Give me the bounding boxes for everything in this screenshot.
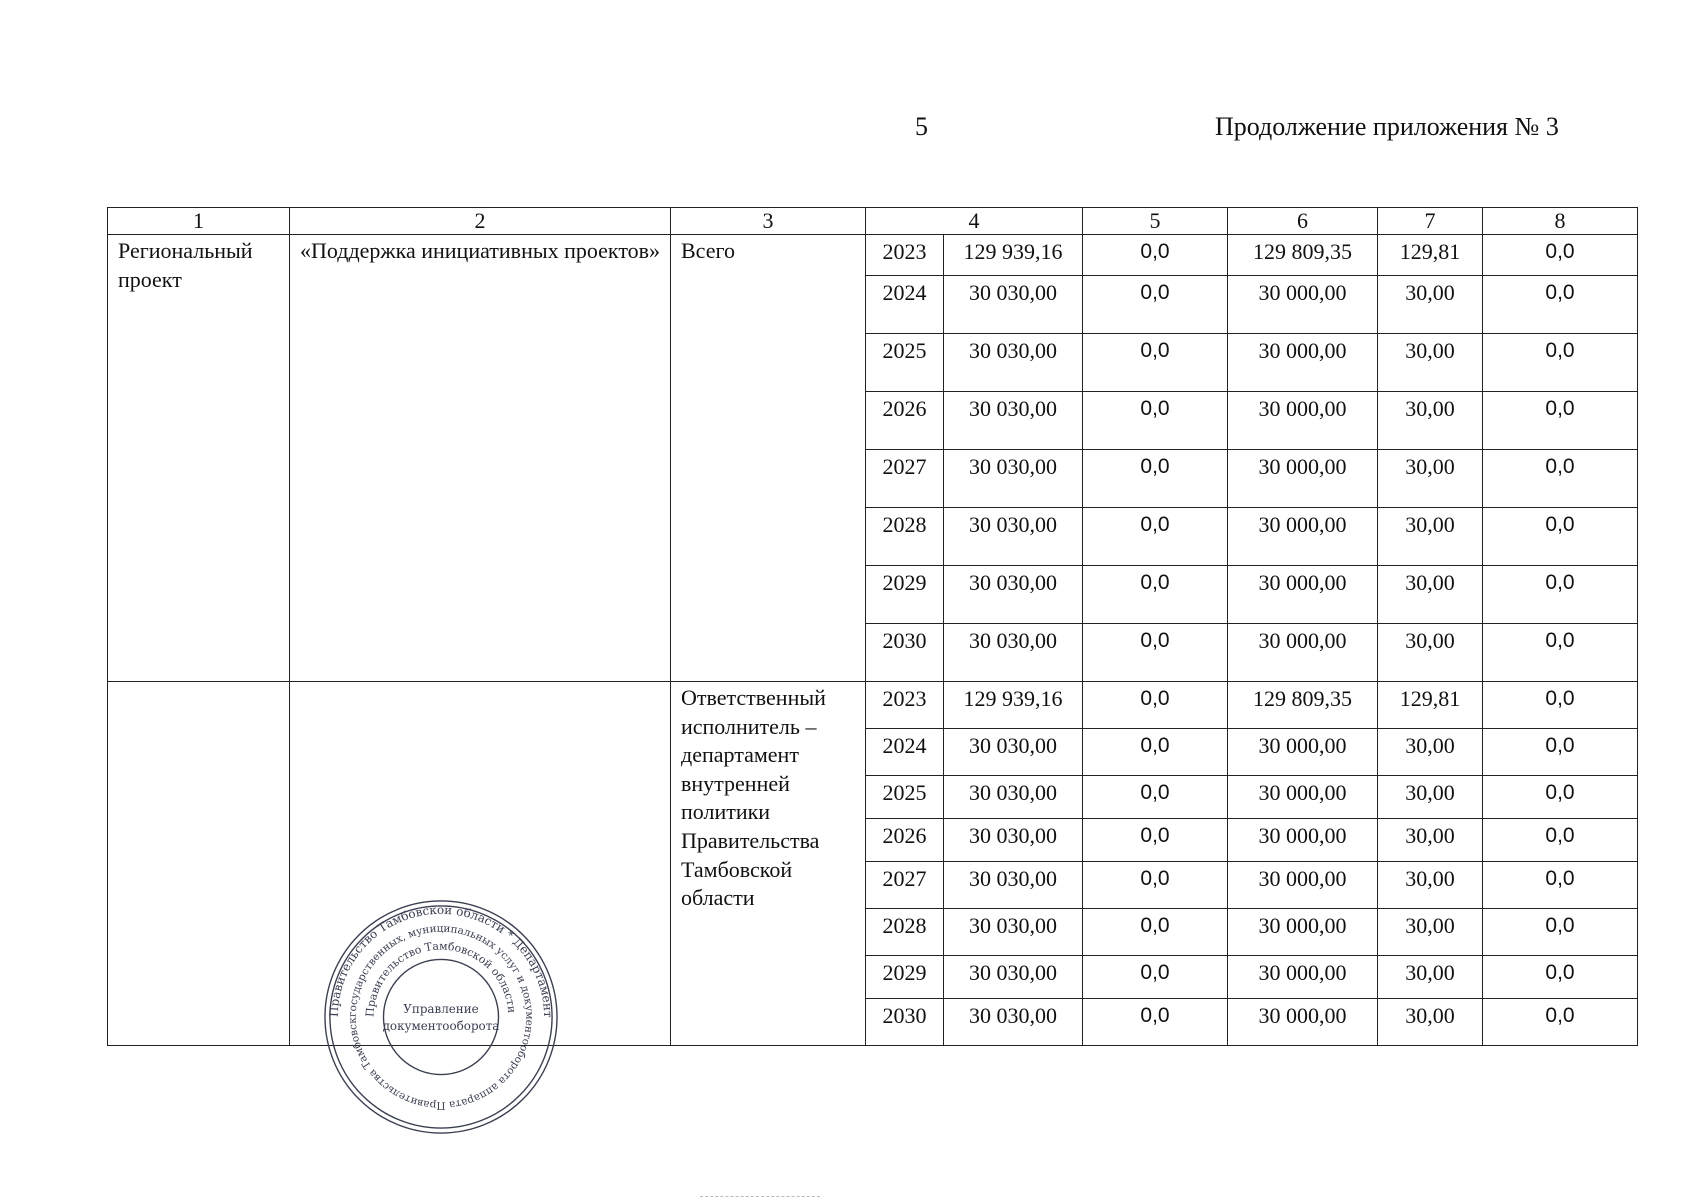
year-cell: 2030 [866,999,944,1046]
year-cell: 2028 [866,508,944,566]
regional-cell: 30 000,00 [1228,392,1378,450]
local-cell: 30,00 [1378,862,1483,909]
other-cell: 0,0 [1483,909,1638,956]
federal-cell: 0,0 [1083,909,1228,956]
total-cell: 30 030,00 [944,624,1083,682]
total-cell: 30 030,00 [944,909,1083,956]
column-number: 7 [1378,208,1483,235]
total-cell: 129 939,16 [944,235,1083,276]
regional-cell: 30 000,00 [1228,956,1378,999]
local-cell: 30,00 [1378,624,1483,682]
other-cell: 0,0 [1483,334,1638,392]
federal-cell: 0,0 [1083,334,1228,392]
column-number: 2 [290,208,671,235]
column-number: 6 [1228,208,1378,235]
stamp-middle-text: государственных, муниципальных услуг и документооборота аппарата Правительства Тамбовск [346,922,536,1112]
local-cell: 30,00 [1378,729,1483,776]
federal-cell: 0,0 [1083,276,1228,334]
local-cell: 30,00 [1378,956,1483,999]
total-cell: 30 030,00 [944,776,1083,819]
federal-cell: 0,0 [1083,956,1228,999]
federal-cell: 0,0 [1083,776,1228,819]
cell-col1 [108,682,290,1046]
regional-cell: 30 000,00 [1228,999,1378,1046]
total-cell: 30 030,00 [944,956,1083,999]
other-cell: 0,0 [1483,392,1638,450]
other-cell: 0,0 [1483,819,1638,862]
federal-cell: 0,0 [1083,862,1228,909]
local-cell: 30,00 [1378,450,1483,508]
other-cell: 0,0 [1483,999,1638,1046]
federal-cell: 0,0 [1083,450,1228,508]
regional-cell: 30 000,00 [1228,862,1378,909]
column-number: 3 [671,208,866,235]
regional-cell: 30 000,00 [1228,729,1378,776]
other-cell: 0,0 [1483,508,1638,566]
year-cell: 2029 [866,956,944,999]
official-stamp [322,898,560,1136]
cell-col2: «Поддержка инициативных проектов» [290,235,671,682]
other-cell: 0,0 [1483,276,1638,334]
local-cell: 30,00 [1378,999,1483,1046]
table-row [108,235,1638,276]
column-number: 8 [1483,208,1638,235]
stamp-outer-text: Правительство Тамбовской области * Департамент [326,902,556,1018]
column-number: 4 [866,208,1083,235]
federal-cell: 0,0 [1083,508,1228,566]
appendix-title: Продолжение приложения № 3 [1215,112,1559,141]
local-cell: 30,00 [1378,819,1483,862]
total-cell: 30 030,00 [944,999,1083,1046]
table-row [108,682,1638,729]
local-cell: 129,81 [1378,235,1483,276]
regional-cell: 30 000,00 [1228,776,1378,819]
regional-cell: 30 000,00 [1228,624,1378,682]
cell-col1: Региональный проект [108,235,290,682]
page-number: 5 [915,112,928,141]
total-cell: 30 030,00 [944,729,1083,776]
scan-mark [700,1196,820,1199]
other-cell: 0,0 [1483,450,1638,508]
year-cell: 2030 [866,624,944,682]
year-cell: 2026 [866,819,944,862]
regional-cell: 30 000,00 [1228,450,1378,508]
regional-cell: 129 809,35 [1228,235,1378,276]
cell-col3: Всего [671,235,866,682]
regional-cell: 30 000,00 [1228,276,1378,334]
other-cell: 0,0 [1483,682,1638,729]
local-cell: 30,00 [1378,566,1483,624]
regional-cell: 30 000,00 [1228,508,1378,566]
column-number: 5 [1083,208,1228,235]
total-cell: 30 030,00 [944,276,1083,334]
column-number-row [108,208,1638,235]
year-cell: 2023 [866,682,944,729]
regional-cell: 30 000,00 [1228,334,1378,392]
federal-cell: 0,0 [1083,624,1228,682]
regional-cell: 30 000,00 [1228,909,1378,956]
other-cell: 0,0 [1483,624,1638,682]
year-cell: 2029 [866,566,944,624]
stamp-center-line2: документооборота [382,1018,500,1033]
federal-cell: 0,0 [1083,999,1228,1046]
stamp-seal [322,898,560,1136]
total-cell: 30 030,00 [944,819,1083,862]
total-cell: 30 030,00 [944,392,1083,450]
year-cell: 2027 [866,450,944,508]
regional-cell: 129 809,35 [1228,682,1378,729]
year-cell: 2025 [866,776,944,819]
total-cell: 30 030,00 [944,334,1083,392]
column-number: 1 [108,208,290,235]
regional-cell: 30 000,00 [1228,566,1378,624]
federal-cell: 0,0 [1083,819,1228,862]
local-cell: 30,00 [1378,909,1483,956]
year-cell: 2023 [866,235,944,276]
local-cell: 129,81 [1378,682,1483,729]
local-cell: 30,00 [1378,508,1483,566]
local-cell: 30,00 [1378,776,1483,819]
federal-cell: 0,0 [1083,235,1228,276]
local-cell: 30,00 [1378,392,1483,450]
other-cell: 0,0 [1483,729,1638,776]
other-cell: 0,0 [1483,566,1638,624]
total-cell: 129 939,16 [944,682,1083,729]
federal-cell: 0,0 [1083,392,1228,450]
other-cell: 0,0 [1483,235,1638,276]
total-cell: 30 030,00 [944,862,1083,909]
local-cell: 30,00 [1378,276,1483,334]
federal-cell: 0,0 [1083,729,1228,776]
year-cell: 2027 [866,862,944,909]
stamp-center-line1: Управление [403,1002,479,1017]
year-cell: 2024 [866,729,944,776]
total-cell: 30 030,00 [944,450,1083,508]
total-cell: 30 030,00 [944,566,1083,624]
other-cell: 0,0 [1483,862,1638,909]
regional-cell: 30 000,00 [1228,819,1378,862]
other-cell: 0,0 [1483,956,1638,999]
federal-cell: 0,0 [1083,682,1228,729]
stamp-inner-text: Правительство Тамбовской области [363,939,519,1018]
year-cell: 2026 [866,392,944,450]
local-cell: 30,00 [1378,334,1483,392]
federal-cell: 0,0 [1083,566,1228,624]
total-cell: 30 030,00 [944,508,1083,566]
cell-col3: Ответственный исполнитель – департамент внутренней политики Правительства Тамбовской области [671,682,866,1046]
year-cell: 2028 [866,909,944,956]
other-cell: 0,0 [1483,776,1638,819]
year-cell: 2025 [866,334,944,392]
year-cell: 2024 [866,276,944,334]
